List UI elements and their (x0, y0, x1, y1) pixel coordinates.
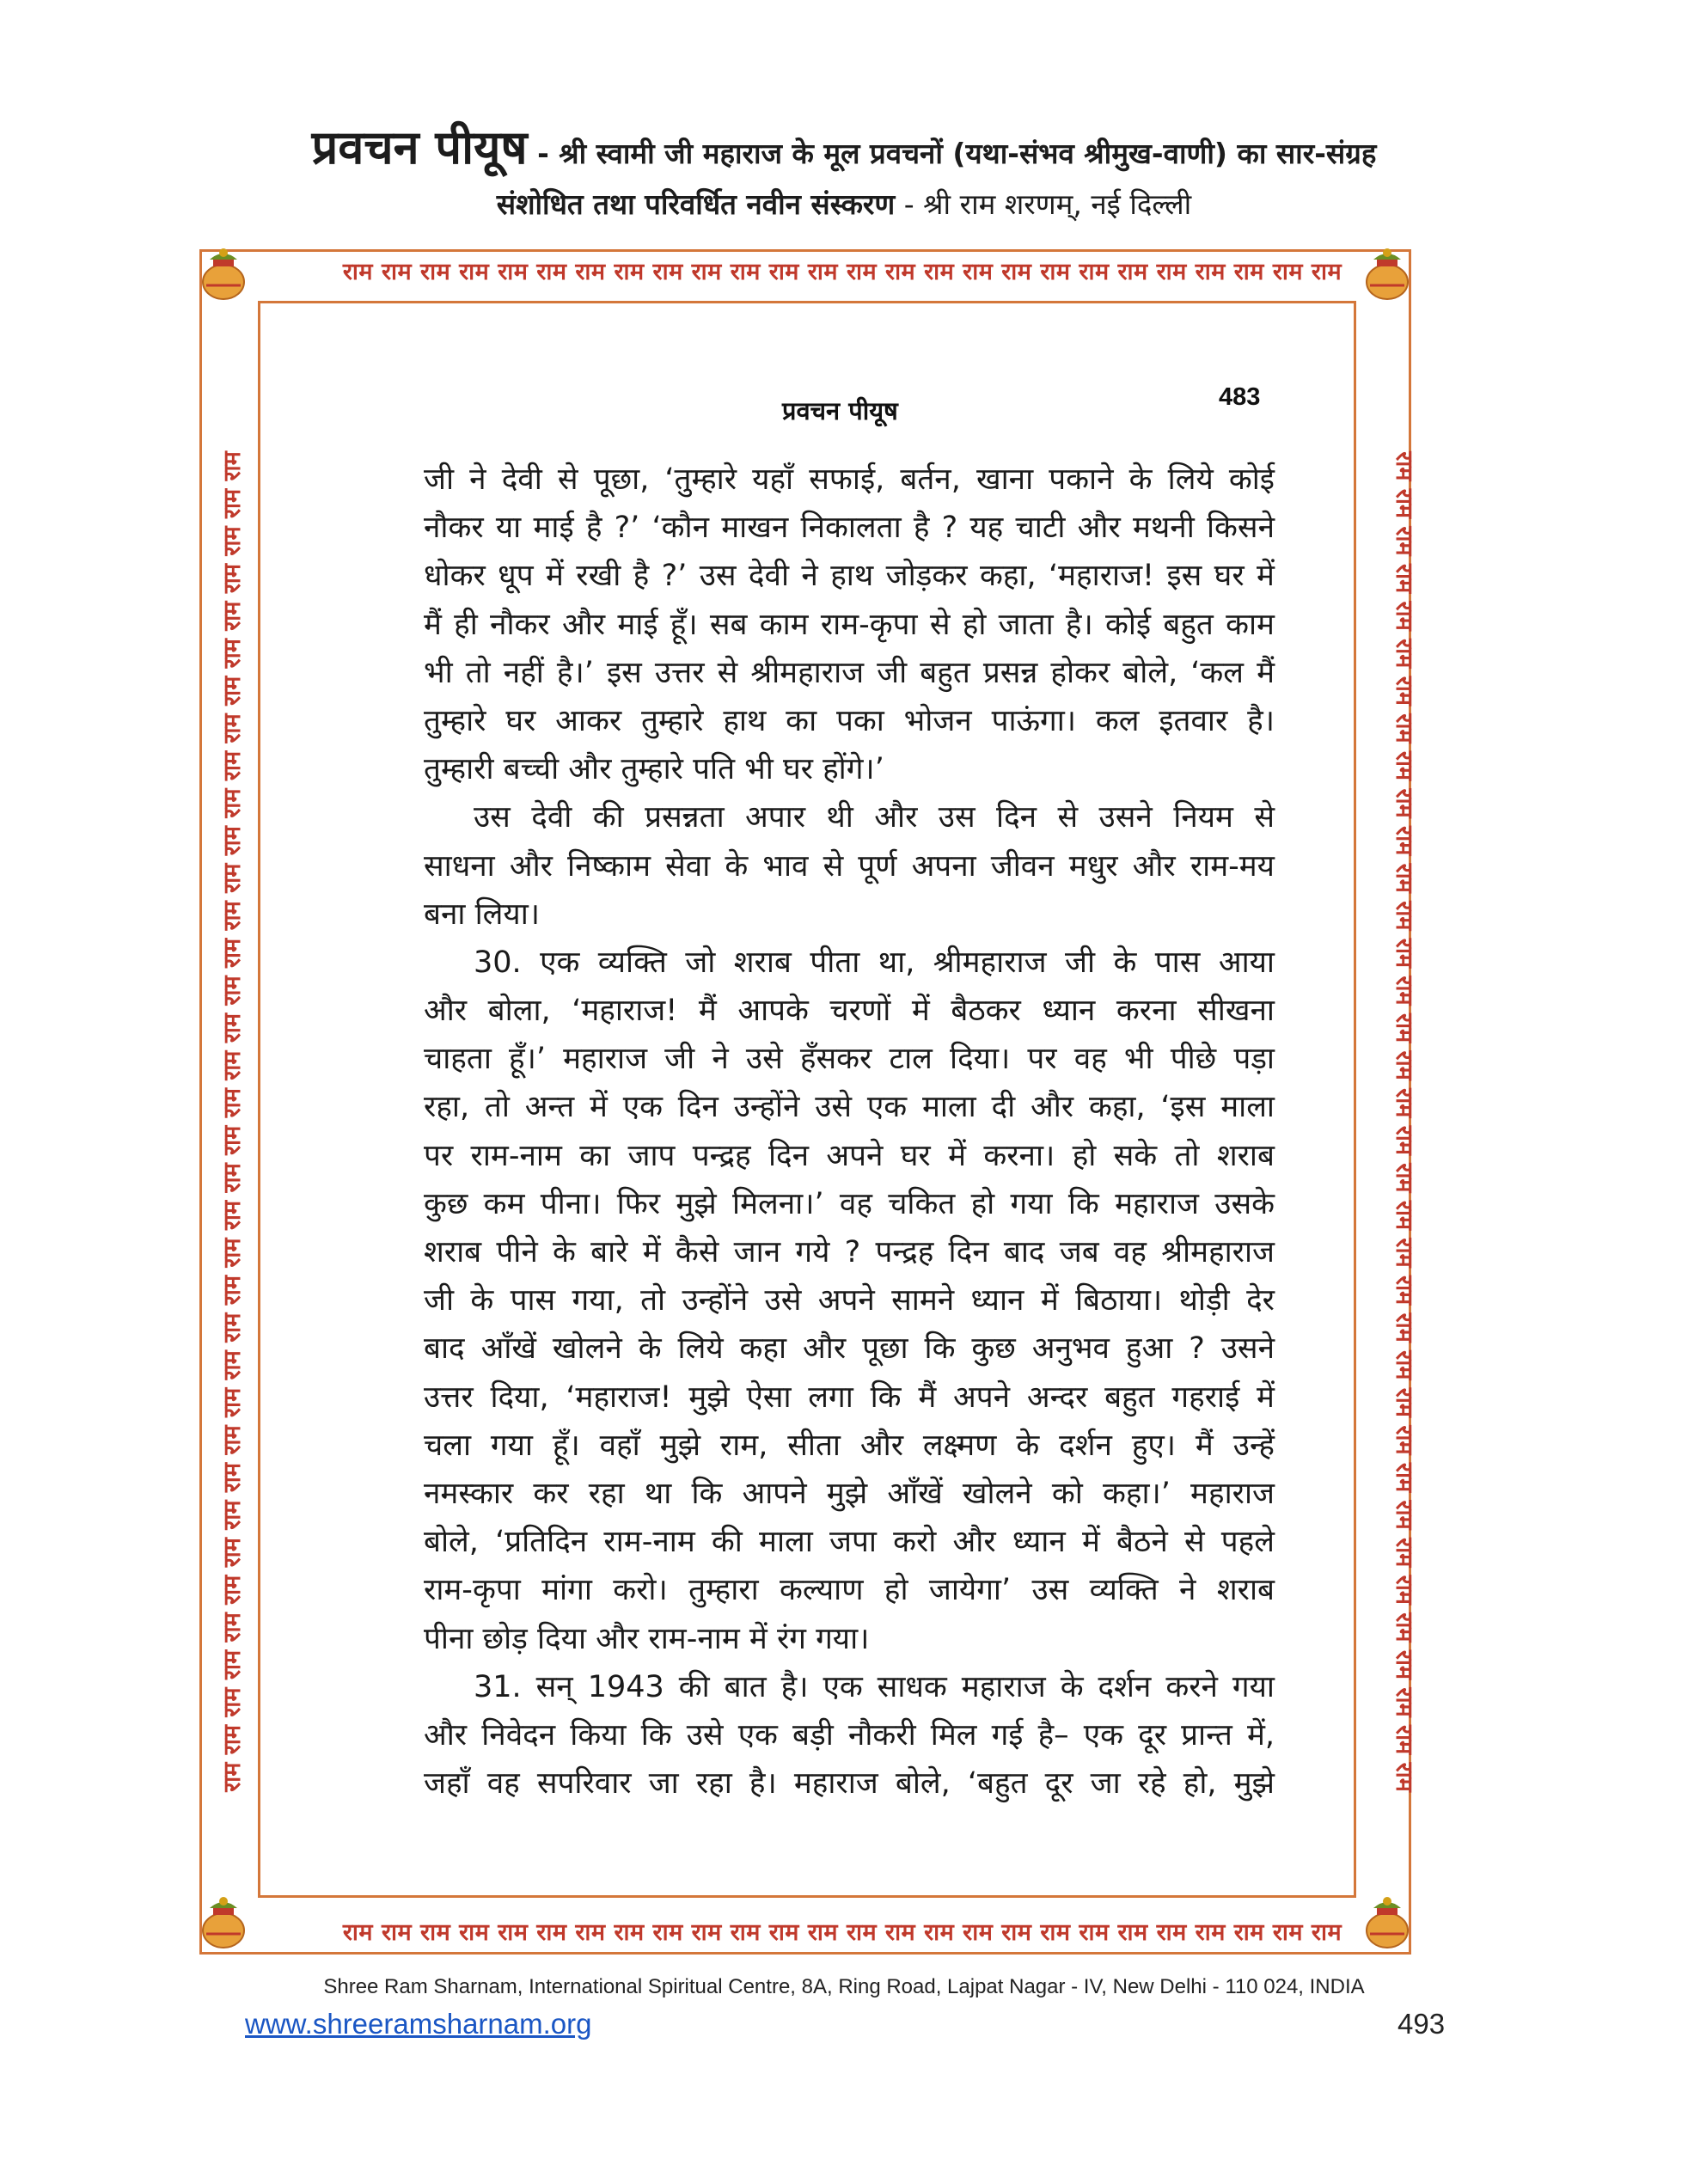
text-line: मैं ही नौकर और माई हूँ। सब काम राम-कृपा से हो जाता है। कोई बहुत काम (424, 607, 1275, 642)
text-line: राम-कृपा मांगा करो। तुम्हारा कल्याण हो जायेगा’ उस व्यक्ति ने शराब (424, 1573, 1275, 1608)
running-title: प्रवचन पीयूष (782, 396, 898, 425)
ram-border-right: राम राम राम राम राम राम राम राम राम राम राम राम राम राम राम राम राम राम राम राम राम राम राम राम राम राम राम राम राम राम राम राम राम राम राम राम (1391, 451, 1417, 1792)
body-text (424, 456, 1275, 1808)
book-subtitle: - श्री स्वामी जी महाराज के मूल प्रवचनों (यथा-संभव श्रीमुख-वाणी) का सार-संग्रह (527, 137, 1377, 170)
text-line: और बोला, ‘महाराज! मैं आपके चरणों में बैठकर ध्यान करना सीखना (424, 994, 1275, 1029)
ram-border-left: राम राम राम राम राम राम राम राम राम राम राम राम राम राम राम राम राम राम राम राम राम राम राम राम राम राम राम राम राम राम राम राम राम राम राम राम (219, 451, 246, 1792)
text-line: उत्तर दिया, ‘महाराज! मुझे ऐसा लगा कि मैं अपने अन्दर बहुत गहराई में (424, 1380, 1275, 1415)
document-header-title (0, 113, 1688, 177)
edition-line (0, 184, 1688, 223)
footer-address: Shree Ram Sharnam, International Spiritual Centre, 8A, Ring Road, Lajpat Nagar - IV, New Delhi - 110 024, INDIA (323, 1975, 1365, 1998)
text-line: पर राम-नाम का जाप पन्द्रह दिन अपने घर में करना। हो सके तो शराब (424, 1138, 1275, 1173)
text-line: जहाँ वह सपरिवार जा रहा है। महाराज बोले, ‘बहुत दूर जा रहे हो, मुझे (424, 1766, 1275, 1802)
text-line: जी के पास गया, तो उन्होंने उसे अपने सामने ध्यान में बिठाया। थोड़ी देर (424, 1283, 1275, 1318)
kalash-icon (198, 248, 249, 304)
text-line: नौकर या माई है ?’ ‘कौन माखन निकालता है ? यह चाटी और मथनी किसने (424, 511, 1275, 546)
text-line: 31. सन् 1943 की बात है। एक साधक महाराज के दर्शन करने गया (474, 1669, 1275, 1704)
text-line: शराब पीने के बारे में कैसे जान गये ? पन्द्रह दिन बाद जब वह श्रीमहाराज (424, 1235, 1275, 1269)
book-title: प्रवचन पीयूष (311, 120, 528, 174)
text-line: रहा, तो अन्त में एक दिन उन्होंने उसे एक माला दी और कहा, ‘इस माला (424, 1090, 1275, 1125)
edition-publisher: - श्री राम शरणम्, नई दिल्ली (895, 187, 1192, 221)
text-line: उस देवी की प्रसन्नता अपार थी और उस दिन से उसने नियम से (474, 800, 1275, 835)
text-line: बना लिया। (424, 896, 541, 932)
kalash-icon (1361, 1896, 1413, 1953)
text-line: चला गया हूँ। वहाँ मुझे राम, सीता और लक्ष्मण के दर्शन हुए। मैं उन्हें (424, 1428, 1275, 1463)
pdf-page-number: 493 (1397, 2008, 1446, 2040)
text-line: और निवेदन किया कि उसे एक बड़ी नौकरी मिल गई है– एक दूर प्रान्त में, (424, 1717, 1275, 1753)
ram-border-top: राम राम राम राम राम राम राम राम राम राम राम राम राम राम राम राम राम राम राम राम राम राम राम राम राम राम (342, 259, 1342, 285)
text-line: धोकर धूप में रखी है ?’ उस देवी ने हाथ जोड़कर कहा, ‘महाराज! इस घर में (424, 559, 1275, 594)
text-line: पीना छोड़ दिया और राम-नाम में रंग गया। (424, 1621, 870, 1656)
kalash-icon (1361, 248, 1413, 304)
text-line: 30. एक व्यक्ति जो शराब पीता था, श्रीमहाराज जी के पास आया (474, 945, 1275, 980)
edition-label: संशोधित तथा परिवर्धित नवीन संस्करण (496, 187, 896, 221)
text-line: चाहता हूँ।’ महाराज जी ने उसे हँसकर टाल दिया। पर वह भी पीछे पड़ा (424, 1042, 1275, 1077)
text-line: भी तो नहीं है।’ इस उत्तर से श्रीमहाराज जी बहुत प्रसन्न होकर बोले, ‘कल मैं (424, 655, 1275, 690)
text-line: बाद आँखें खोलने के लिये कहा और पूछा कि कुछ अनुभव हुआ ? उसने (424, 1331, 1275, 1367)
text-line: नमस्कार कर रहा था कि आपने मुझे आँखें खोलने को कहा।’ महाराज (424, 1476, 1275, 1511)
text-line: बोले, ‘प्रतिदिन राम-नाम की माला जपा करो और ध्यान में बैठने से पहले (424, 1525, 1275, 1560)
text-line: कुछ कम पीना। फिर मुझे मिलना।’ वह चकित हो गया कि महाराज उसके (424, 1186, 1275, 1221)
website-link[interactable]: www.shreeramsharnam.org (245, 2008, 592, 2040)
text-line: साधना और निष्काम सेवा के भाव से पूर्ण अपना जीवन मधुर और राम-मय (424, 848, 1275, 884)
ram-border-bottom: राम राम राम राम राम राम राम राम राम राम राम राम राम राम राम राम राम राम राम राम राम राम राम राम राम राम (342, 1919, 1342, 1946)
text-line: जी ने देवी से पूछा, ‘तुम्हारे यहाँ सफाई, बर्तन, खाना पकाने के लिये कोई (424, 462, 1275, 497)
kalash-icon (198, 1896, 249, 1953)
text-line: तुम्हारे घर आकर तुम्हारे हाथ का पका भोजन पाऊंगा। कल इतवार है। (424, 703, 1275, 738)
book-page-number: 483 (1219, 383, 1261, 411)
text-line: तुम्हारी बच्ची और तुम्हारे पति भी घर होंगे।’ (424, 752, 884, 787)
